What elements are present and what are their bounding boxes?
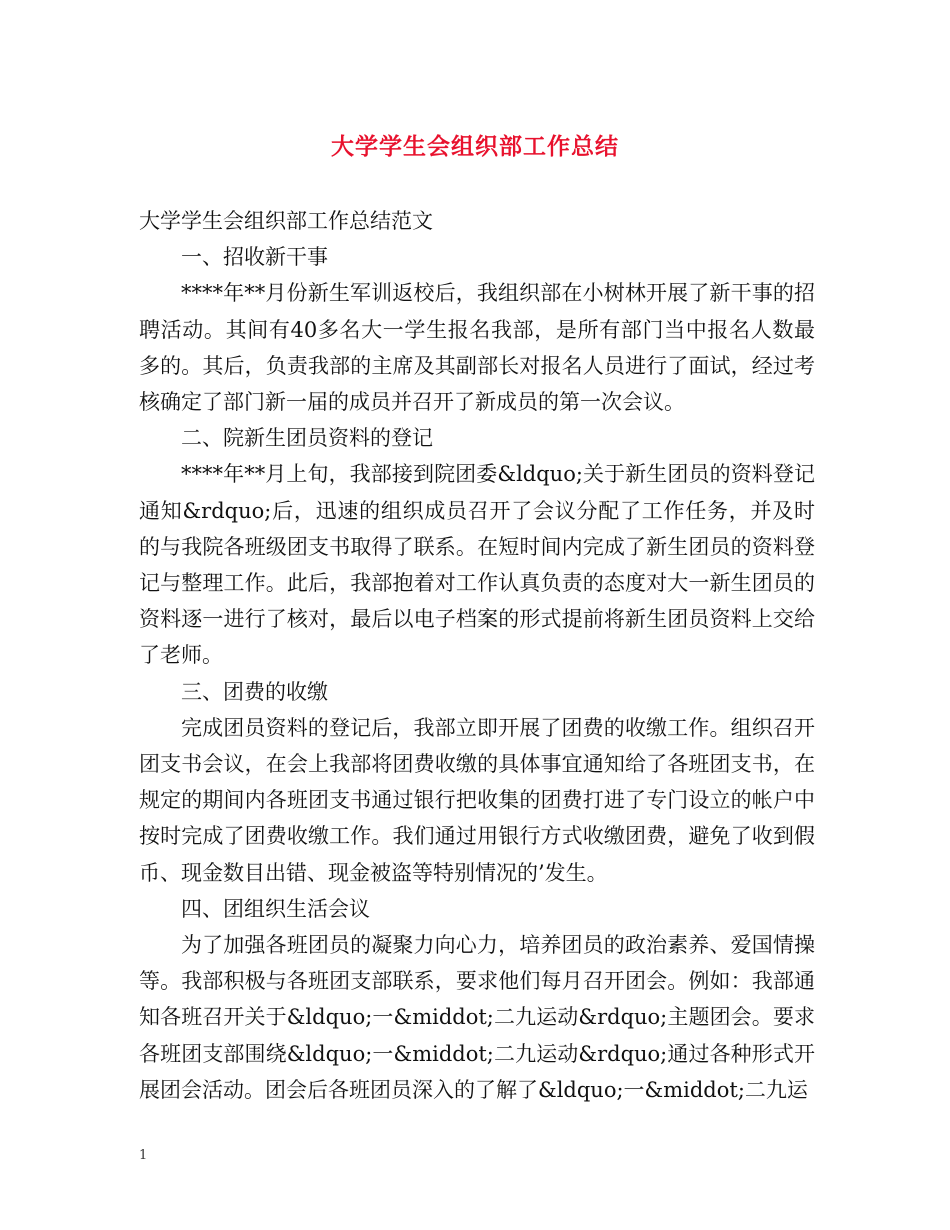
paragraph-1: ****年**月份新生军训返校后，我组织部在小树林开展了新干事的招聘活动。其间有40多名大一学生报名我部，是所有部门当中报名人数最多的。其后，负责我部的主席及其副部长对报名人员进行了面试，经过考核确定了部门新一届的成员并召开了新成员的第一次会议。 xyxy=(139,281,815,415)
section-heading-1: 一、招收新干事 xyxy=(181,245,328,270)
section-heading-4: 四、团组织生活会议 xyxy=(181,896,370,921)
paragraph-4: 为了加强各班团员的凝聚力向心力，培养团员的政治素养、爱国情操等。我部积极与各班团支部联系，要求他们每月召开团会。例如：我部通知各班召开关于&ldquo;一&middot;二九运动&rdquo;主题团会。要求各班团支部围绕&ldquo;一&middot;二九运动&rdquo;通过各种形式开展团会活动。团会后各班团员深入的了解了&ldquo;一&middot;二九运 xyxy=(139,933,815,1102)
document-body xyxy=(139,203,815,1108)
page-number: 1 xyxy=(139,1148,148,1163)
section-heading-3: 三、团费的收缴 xyxy=(181,679,328,704)
section-heading-2: 二、院新生团员资料的登记 xyxy=(181,426,433,451)
document-title: 大学学生会组织部工作总结 xyxy=(331,133,619,160)
paragraph-intro: 大学学生会组织部工作总结范文 xyxy=(139,209,433,233)
paragraph-2: ****年**月上旬，我部接到院团委&ldquo;关于新生团员的资料登记通知&rdquo;后，迅速的组织成员召开了会议分配了工作任务，并及时的与我院各班级团支书取得了联系。在短时间内完成了新生团员的资料登记与整理工作。此后，我部抱着对工作认真负责的态度对大一新生团员的资料逐一进行了核对，最后以电子档案的形式提前将新生团员资料上交给了老师。 xyxy=(139,462,815,668)
paragraph-3: 完成团员资料的登记后，我部立即开展了团费的收缴工作。组织召开团支书会议，在会上我部将团费收缴的具体事宜通知给了各班团支书，在规定的期间内各班团支书通过银行把收集的团费打进了专门设立的帐户中按时完成了团费收缴工作。我们通过用银行方式收缴团费，避免了收到假币、现金数目出错、现金被盗等特别情况的’发生。 xyxy=(139,715,815,885)
